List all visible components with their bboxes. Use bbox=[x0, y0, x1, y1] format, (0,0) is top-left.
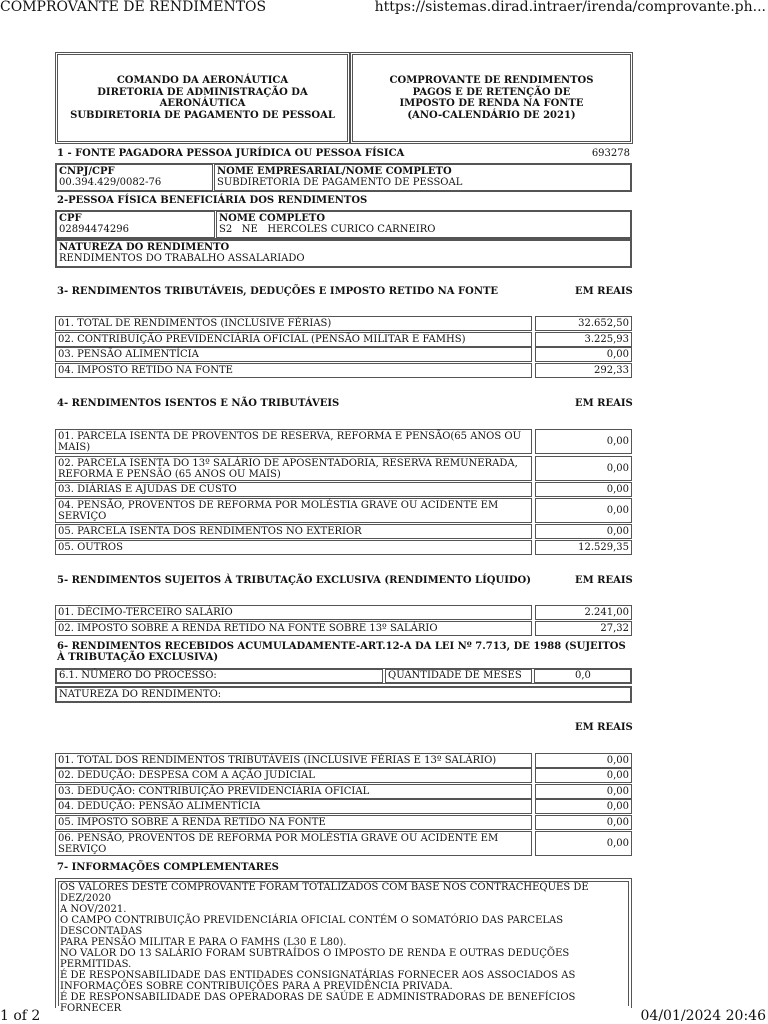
complementary-info-box bbox=[55, 878, 632, 1014]
months-label: QUANTIDADE DE MESES bbox=[388, 670, 522, 681]
info-line: É DE RESPONSABILIDADE DAS OPERADORAS DE SAÚDE E ADMINISTRADORAS DE BENEFÍCIOS FORNECER bbox=[60, 992, 576, 1014]
row-value: 0,00 bbox=[535, 347, 632, 362]
table-row bbox=[55, 621, 632, 636]
row-value: 0,00 bbox=[535, 429, 632, 454]
row-label: 03. PENSÃO ALIMENTÍCIA bbox=[55, 347, 532, 362]
table-row bbox=[55, 768, 632, 783]
org-line: SUBDIRETORIA DE PAGAMENTO DE PESSOAL bbox=[70, 109, 335, 121]
row-value: 292,33 bbox=[535, 363, 632, 378]
row-label: 05. IMPOSTO SOBRE A RENDA RETIDO NA FONTE bbox=[55, 815, 532, 830]
row-label: 03. DIÁRIAS E AJUDAS DE CUSTO bbox=[55, 482, 532, 497]
row-value: 0,00 bbox=[535, 482, 632, 497]
row-label: 02. IMPOSTO SOBRE A RENDA RETIDO NA FONTE SOBRE 13º SALÁRIO bbox=[55, 621, 532, 636]
row-value: 0,00 bbox=[535, 815, 632, 830]
table-row bbox=[55, 429, 632, 454]
nature-value: RENDIMENTOS DO TRABALHO ASSALARIADO bbox=[59, 253, 305, 264]
nature-cell bbox=[56, 240, 631, 267]
months-label-cell bbox=[385, 669, 532, 683]
row-value: 0,00 bbox=[535, 768, 632, 783]
table-row bbox=[55, 605, 632, 620]
row-label: 04. DEDUÇÃO: PENSÃO ALIMENTÍCIA bbox=[55, 799, 532, 814]
months-value: 0,0 bbox=[575, 670, 591, 681]
section-5-title: 5- RENDIMENTOS SUJEITOS À TRIBUTAÇÃO EXCLUSIVA (RENDIMENTO LÍQUIDO) bbox=[57, 575, 531, 586]
table-row bbox=[55, 753, 632, 768]
title-line: COMPROVANTE DE RENDIMENTOS bbox=[389, 75, 594, 86]
beneficiary-name-cell bbox=[216, 211, 631, 238]
section-4-title: 4- RENDIMENTOS ISENTOS E NÃO TRIBUTÁVEIS bbox=[57, 398, 340, 409]
row-label: 01. PARCELA ISENTA DE PROVENTOS DE RESERVA, REFORMA E PENSÃO(65 ANOS OU MAIS) bbox=[55, 429, 532, 454]
payer-name-label: NOME EMPRESARIAL/NOME COMPLETO bbox=[217, 166, 452, 177]
row-value: 3.225,93 bbox=[535, 332, 632, 347]
row-value: 0,00 bbox=[535, 524, 632, 539]
info-line: É DE RESPONSABILIDADE DAS ENTIDADES CONSIGNATÁRIAS FORNECER AOS ASSOCIADOS AS bbox=[60, 970, 576, 981]
nature-6-label: NATUREZA DO RENDIMENTO: bbox=[59, 689, 222, 700]
info-line: O CAMPO CONTRIBUIÇÃO PREVIDENCIÁRIA OFICIAL CONTÉM O SOMATÓRIO DAS PARCELAS DESCONTADAS bbox=[60, 915, 564, 937]
info-line: A NOV/2021. bbox=[60, 904, 127, 915]
table-row bbox=[55, 482, 632, 497]
document-title-box bbox=[350, 52, 633, 144]
row-value: 27,32 bbox=[535, 621, 632, 636]
nature-6-cell bbox=[56, 687, 631, 702]
cpf-cell bbox=[56, 211, 215, 238]
months-value-cell bbox=[534, 669, 631, 683]
row-label: 01. TOTAL DE RENDIMENTOS (INCLUSIVE FÉRIAS) bbox=[55, 316, 532, 331]
org-line: AERONÁUTICA bbox=[159, 98, 246, 109]
print-footer-page: 1 of 2 bbox=[0, 1008, 41, 1024]
table-row bbox=[55, 332, 632, 347]
row-value: 32.652,50 bbox=[535, 316, 632, 331]
row-label: 05. PARCELA ISENTA DOS RENDIMENTOS NO EXTERIOR bbox=[55, 524, 532, 539]
em-reais-label: EM REAIS bbox=[575, 286, 633, 297]
table-row bbox=[55, 347, 632, 362]
row-value: 0,00 bbox=[535, 456, 632, 481]
process-number-label: 6.1. NÚMERO DO PROCESSO: bbox=[59, 670, 217, 681]
org-line: DIRETORIA DE ADMINISTRAÇÃO DA bbox=[97, 86, 308, 98]
row-label: 02. PARCELA ISENTA DO 13º SALÁRIO DE APOSENTADORIA, RESERVA REMUNERADA, REFORMA E PENSÃO (65 ANOS OU MAIS) bbox=[55, 456, 532, 481]
table-row bbox=[55, 815, 632, 830]
section-7-title: 7- INFORMAÇÕES COMPLEMENTARES bbox=[57, 862, 279, 873]
print-header-url: https://sistemas.dirad.intraer/irenda/comprovante.ph... bbox=[374, 0, 766, 15]
info-line: PARA PENSÃO MILITAR E PARA O FAMHS (L30 E L80). bbox=[60, 937, 347, 948]
row-label: 06. PENSÃO, PROVENTOS DE REFORMA POR MOLÉSTIA GRAVE OU ACIDENTE EM SERVIÇO bbox=[55, 831, 532, 856]
row-label: 03. DEDUÇÃO: CONTRIBUIÇÃO PREVIDENCIÁRIA OFICIAL bbox=[55, 784, 532, 799]
row-value: 2.241,00 bbox=[535, 605, 632, 620]
table-row bbox=[55, 831, 632, 856]
cpf-label: CPF bbox=[59, 213, 82, 224]
row-label: 05. OUTROS bbox=[55, 540, 532, 555]
row-label: 04. IMPOSTO RETIDO NA FONTE bbox=[55, 363, 532, 378]
row-value: 0,00 bbox=[535, 799, 632, 814]
payer-name-value: SUBDIRETORIA DE PAGAMENTO DE PESSOAL bbox=[217, 177, 463, 188]
em-reais-label: EM REAIS bbox=[575, 575, 633, 586]
print-footer-datetime: 04/01/2024 20:46 bbox=[640, 1008, 766, 1024]
beneficiary-name-value: S2 NE HERCOLES CURICO CARNEIRO bbox=[219, 224, 436, 235]
info-line: NO VALOR DO 13 SALÁRIO FORAM SUBTRAÍDOS O IMPOSTO DE RENDA E OUTRAS DEDUÇÕES PERMITIDAS. bbox=[60, 948, 570, 970]
em-reais-label: EM REAIS bbox=[575, 722, 633, 733]
row-label: 02. DEDUÇÃO: DESPESA COM A AÇÃO JUDICIAL bbox=[55, 768, 532, 783]
row-value: 0,00 bbox=[535, 831, 632, 856]
section-1-title: 1 - FONTE PAGADORA PESSOA JURÍDICA OU PESSOA FÍSICA bbox=[57, 148, 405, 159]
cnpj-value: 00.394.429/0082-76 bbox=[59, 177, 162, 188]
row-value: 0,00 bbox=[535, 498, 632, 523]
org-line: COMANDO DA AERONÁUTICA bbox=[116, 75, 289, 86]
section-2-title: 2-PESSOA FÍSICA BENEFICIÁRIA DOS RENDIMENTOS bbox=[57, 195, 368, 206]
section-1-code: 693278 bbox=[591, 148, 630, 159]
table-row bbox=[55, 498, 632, 523]
section-6-title: 6- RENDIMENTOS RECEBIDOS ACUMULADAMENTE-ART.12-A DA LEI Nº 7.713, DE 1988 (SUJEITOS À TRIBUTAÇÃO EXCLUSIVA) bbox=[57, 641, 626, 663]
payer-cnpj-cell bbox=[56, 164, 213, 191]
title-line: (ANO-CALENDÁRIO DE 2021) bbox=[407, 109, 576, 121]
info-line: INFORMAÇÕES SOBRE CONTRIBUIÇÕES PARA A PREVIDÊNCIA PRIVADA. bbox=[60, 981, 453, 992]
payer-name-cell bbox=[214, 164, 631, 191]
info-line: OS VALORES DESTE COMPROVANTE FORAM TOTALIZADOS COM BASE NOS CONTRACHEQUES DE DEZ/2020 bbox=[60, 882, 589, 904]
row-value: 12.529,35 bbox=[535, 540, 632, 555]
row-value: 0,00 bbox=[535, 753, 632, 768]
cnpj-label: CNPJ/CPF bbox=[59, 166, 115, 177]
table-row bbox=[55, 316, 632, 331]
row-label: 02. CONTRIBUIÇÃO PREVIDENCIÁRIA OFICIAL (PENSÃO MILITAR E FAMHS) bbox=[55, 332, 532, 347]
process-number-cell bbox=[56, 669, 383, 683]
row-label: 04. PENSÃO, PROVENTOS DE REFORMA POR MOLÉSTIA GRAVE OU ACIDENTE EM SERVIÇO bbox=[55, 498, 532, 523]
beneficiary-name-label: NOME COMPLETO bbox=[219, 213, 326, 224]
title-line: IMPOSTO DE RENDA NA FONTE bbox=[399, 98, 584, 109]
title-line: PAGOS E DE RETENÇÃO DE bbox=[412, 86, 571, 98]
print-header-title: COMPROVANTE DE RENDIMENTOS bbox=[0, 0, 267, 15]
table-row bbox=[55, 524, 632, 539]
row-label: 01. TOTAL DOS RENDIMENTOS TRIBUTÁVEIS (INCLUSIVE FÉRIAS E 13º SALÁRIO) bbox=[55, 753, 532, 768]
nature-label: NATUREZA DO RENDIMENTO bbox=[59, 242, 230, 253]
table-row bbox=[55, 540, 632, 555]
cpf-value: 02894474296 bbox=[59, 224, 129, 235]
table-row bbox=[55, 456, 632, 481]
row-value: 0,00 bbox=[535, 784, 632, 799]
em-reais-label: EM REAIS bbox=[575, 398, 633, 409]
table-row bbox=[55, 784, 632, 799]
row-label: 01. DÉCIMO-TERCEIRO SALÁRIO bbox=[55, 605, 532, 620]
section-3-title: 3- RENDIMENTOS TRIBUTÁVEIS, DEDUÇÕES E IMPOSTO RETIDO NA FONTE bbox=[57, 286, 499, 297]
org-header-box bbox=[55, 52, 350, 144]
table-row bbox=[55, 363, 632, 378]
table-row bbox=[55, 799, 632, 814]
